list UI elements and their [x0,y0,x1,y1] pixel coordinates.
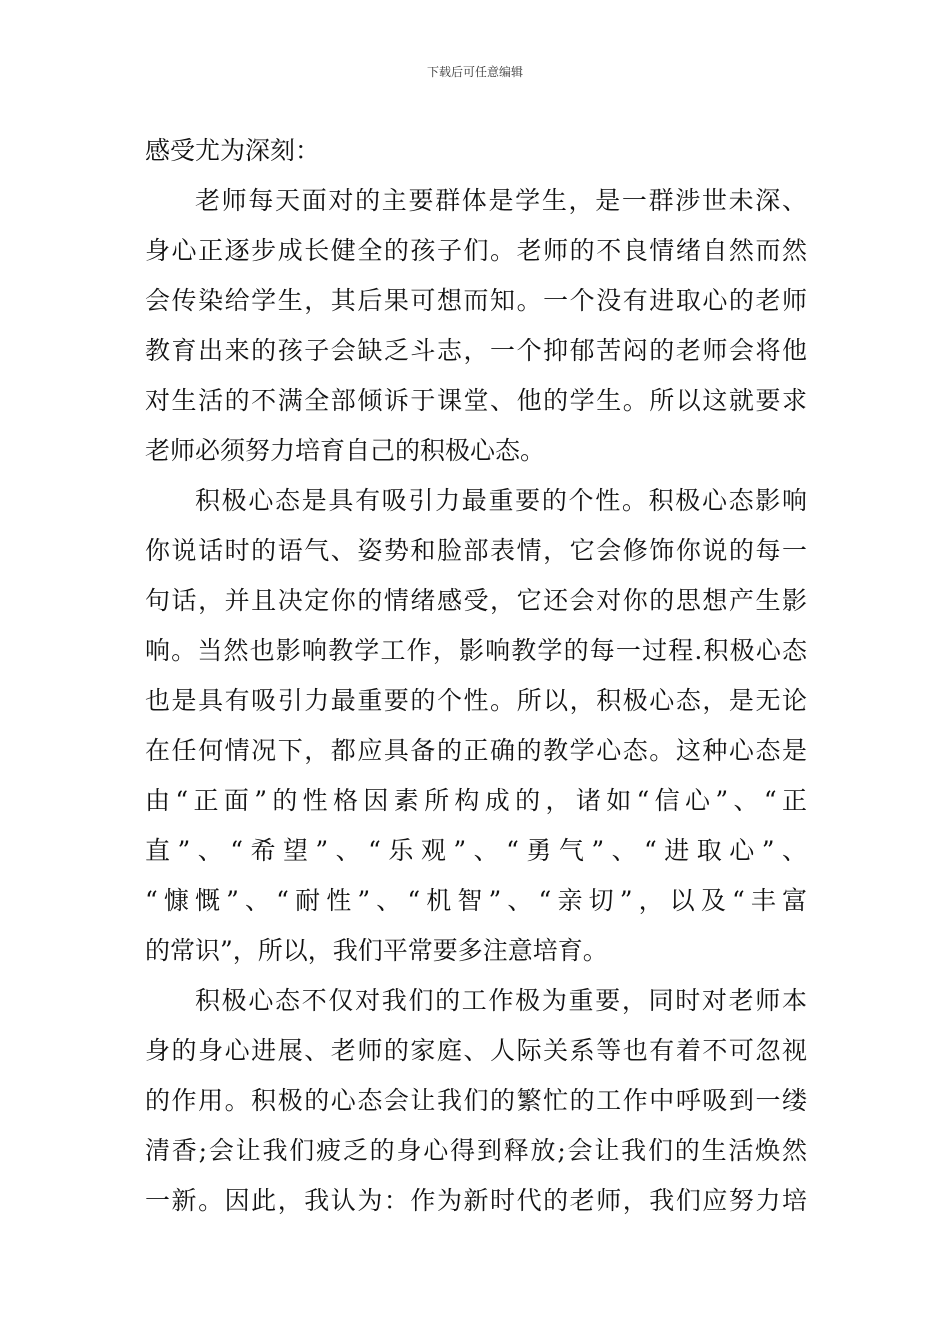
text-line: 的作用。积极的心态会让我们的繁忙的工作中呼吸到一缕 [145,1086,807,1115]
document-body [145,126,807,1226]
text-line: 感受尤为深刻： [145,136,321,165]
text-line: 响。当然也影响教学工作，影响教学的每一过程.积极心态 [145,636,807,665]
text-line: 教育出来的孩子会缺乏斗志，一个抑郁苦闷的老师会将他 [145,336,807,365]
text-line: “慷慨”、“耐性”、“机智”、“亲切”，以及“丰富 [145,886,807,915]
text-line: 身心正逐步成长健全的孩子们。老师的不良情绪自然而然 [145,236,807,265]
text-line: 一新。因此，我认为：作为新时代的老师，我们应努力培 [145,1186,807,1215]
text-line: 老师必须努力培育自己的积极心态。 [145,436,546,465]
text-line: 老师每天面对的主要群体是学生，是一群涉世未深、 [195,186,807,215]
text-line: 直”、“希望”、“乐观”、“勇气”、“进取心”、 [145,836,807,865]
text-line: 对生活的不满全部倾诉于课堂、他的学生。所以这就要求 [145,386,807,415]
text-line: 句话，并且决定你的情绪感受，它还会对你的思想产生影 [145,586,807,615]
text-line: 由“正面”的性格因素所构成的，诸如“信心”、“正 [145,786,807,815]
text-line: 也是具有吸引力最重要的个性。所以，积极心态，是无论 [145,686,807,715]
page-header: 下载后可任意编辑 [426,65,523,79]
text-line: 的常识”，所以，我们平常要多注意培育。 [145,936,608,965]
text-line: 积极心态是具有吸引力最重要的个性。积极心态影响 [195,486,807,515]
text-line: 在任何情况下，都应具备的正确的教学心态。这种心态是 [145,736,807,765]
text-line: 清香;会让我们疲乏的身心得到释放;会让我们的生活焕然 [145,1136,807,1165]
text-line: 你说话时的语气、姿势和脸部表情，它会修饰你说的每一 [145,536,807,565]
text-line: 身的身心进展、老师的家庭、人际关系等也有着不可忽视 [145,1036,807,1065]
text-line: 积极心态不仅对我们的工作极为重要，同时对老师本 [195,986,807,1015]
text-line: 会传染给学生，其后果可想而知。一个没有进取心的老师 [145,286,807,315]
